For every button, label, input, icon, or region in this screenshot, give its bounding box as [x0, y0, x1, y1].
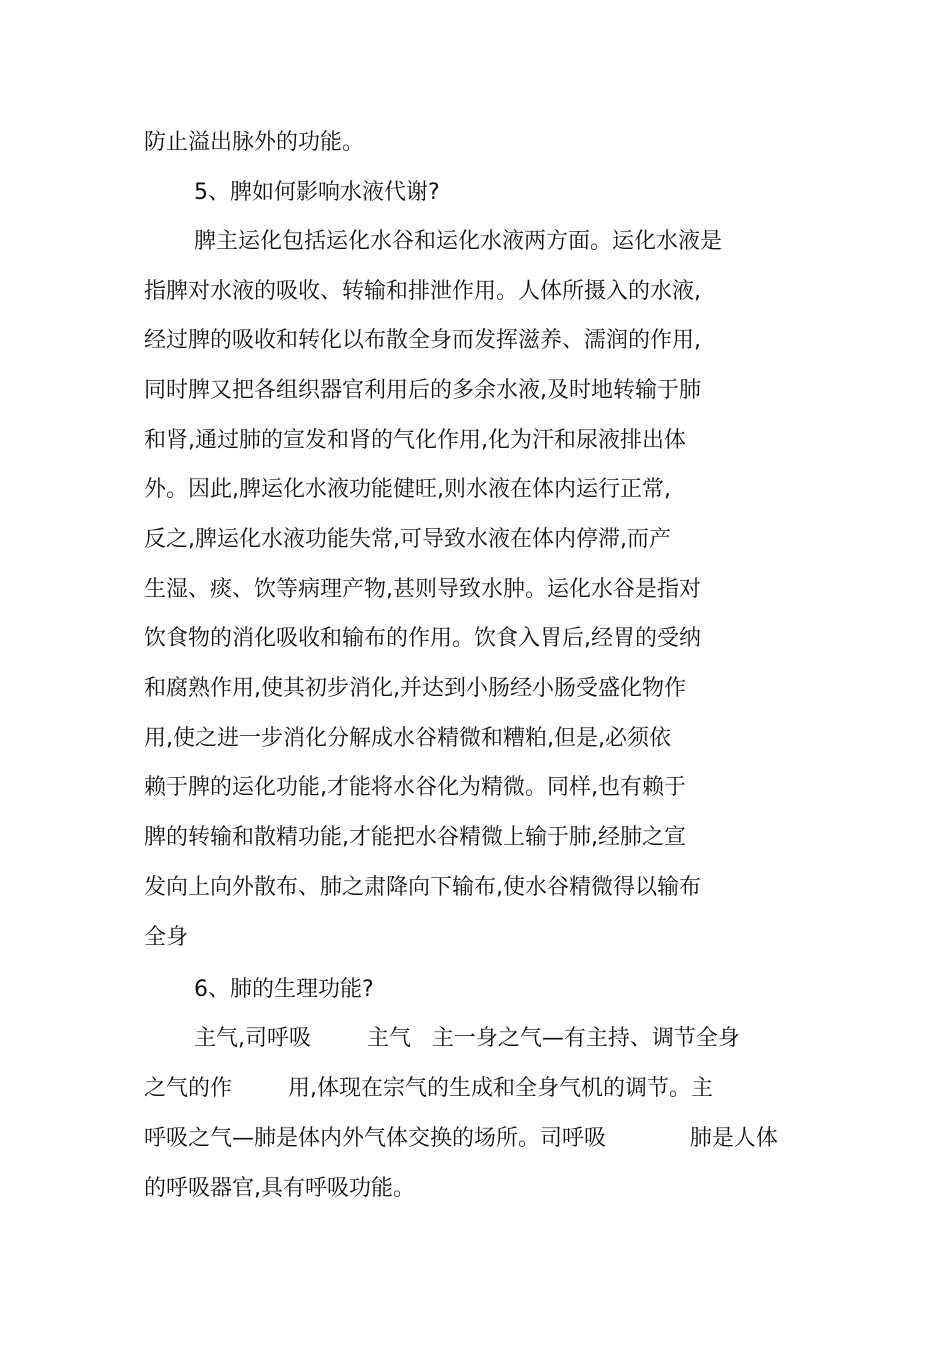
paragraph-line: 脾的转输和散精功能,才能把水谷精微上输于肺,经肺之宣 — [144, 825, 686, 850]
paragraph-line: 防止溢出脉外的功能。 — [144, 130, 365, 155]
paragraph-line: 外。因此,脾运化水液功能健旺,则水液在体内运行正常, — [144, 477, 671, 502]
paragraph-line: 指脾对水液的吸收、转输和排泄作用。人体所摄入的水液, — [144, 279, 701, 304]
paragraph-line: 和肾,通过肺的宣发和肾的气化作用,化为汗和尿液排出体 — [144, 428, 686, 453]
paragraph-line: 同时脾又把各组织器官利用后的多余水液,及时地转输于肺 — [144, 378, 701, 403]
paragraph-line: 主气,司呼吸 主气 主一身之气—有主持、调节全身 — [194, 1026, 740, 1051]
paragraph-line: 脾主运化包括运化水谷和运化水液两方面。运化水液是 — [194, 229, 723, 254]
question-heading-6: 6、肺的生理功能? — [194, 977, 374, 1002]
paragraph-line: 反之,脾运化水液功能失常,可导致水液在体内停滞,而产 — [144, 527, 671, 552]
paragraph-line: 用,使之进一步消化分解成水谷精微和糟粕,但是,必须依 — [144, 726, 671, 751]
paragraph-line: 生湿、痰、饮等病理产物,甚则导致水肿。运化水谷是指对 — [144, 577, 701, 602]
paragraph-line: 和腐熟作用,使其初步消化,并达到小肠经小肠受盛化物作 — [144, 676, 686, 701]
paragraph-line: 之气的作 用,体现在宗气的生成和全身气机的调节。主 — [144, 1076, 713, 1101]
paragraph-line: 饮食物的消化吸收和输布的作用。饮食入胃后,经胃的受纳 — [144, 626, 701, 651]
paragraph-line: 呼吸之气—肺是体内外气体交换的场所。司呼吸 肺是人体 — [144, 1126, 778, 1151]
paragraph-line: 全身 — [144, 925, 189, 950]
paragraph-line: 赖于脾的运化功能,才能将水谷化为精微。同样,也有赖于 — [144, 775, 686, 800]
question-heading-5: 5、脾如何影响水液代谢? — [194, 180, 440, 205]
paragraph-line: 的呼吸器官,具有呼吸功能。 — [144, 1176, 415, 1201]
paragraph-line: 经过脾的吸收和转化以布散全身而发挥滋养、濡润的作用, — [144, 328, 701, 353]
paragraph-line: 发向上向外散布、肺之肃降向下输布,使水谷精微得以输布 — [144, 875, 701, 900]
